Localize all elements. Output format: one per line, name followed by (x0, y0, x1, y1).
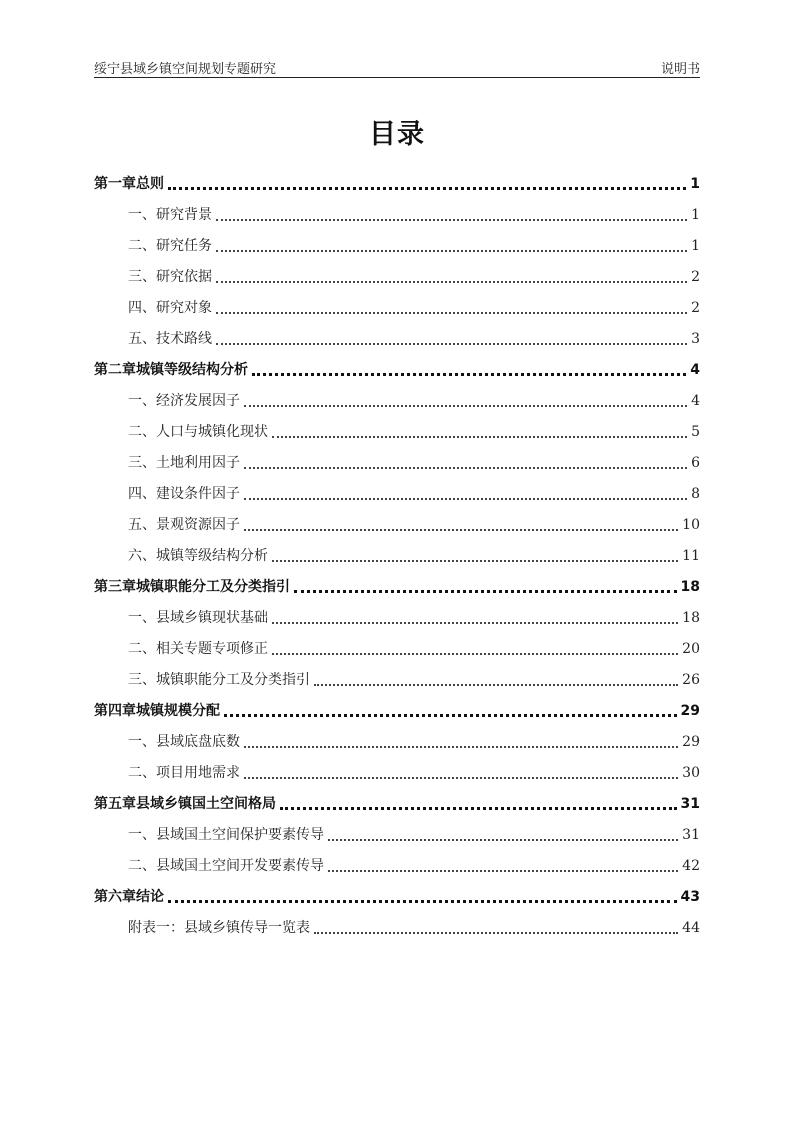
toc-chapter-entry[interactable] (94, 566, 700, 597)
toc-entry-label: 四、建设条件因子 (128, 486, 240, 502)
toc-dot-leader (272, 426, 687, 438)
toc-section-entry[interactable] (94, 194, 700, 225)
toc-section-entry[interactable] (94, 845, 700, 876)
toc-entry-label: 附表一：县域乡镇传导一览表 (128, 920, 310, 936)
toc-entry-label: 第五章县域乡镇国土空间格局 (94, 796, 276, 812)
toc-entry-label: 五、景观资源因子 (128, 517, 240, 533)
toc-entry-page-number: 8 (691, 486, 700, 502)
toc-entry-label: 五、技术路线 (128, 331, 212, 347)
toc-entry-label: 一、县域乡镇现状基础 (128, 610, 268, 626)
toc-dot-leader (244, 488, 687, 500)
header-document-title: 绥宁县域乡镇空间规划专题研究 (94, 62, 277, 77)
toc-dot-leader (168, 178, 686, 190)
toc-dot-leader (294, 581, 677, 593)
toc-section-entry[interactable] (94, 318, 700, 349)
toc-entry-label: 一、县域底盘底数 (128, 734, 240, 750)
toc-entry-label: 第四章城镇规模分配 (94, 703, 220, 719)
toc-entry-label: 二、项目用地需求 (128, 765, 240, 781)
toc-dot-leader (224, 705, 677, 717)
toc-entry-page-number: 6 (691, 455, 700, 471)
toc-section-entry[interactable] (94, 628, 700, 659)
toc-entry-page-number: 18 (682, 610, 700, 626)
toc-entry-label: 一、县域国土空间保护要素传导 (128, 827, 324, 843)
toc-entry-page-number: 18 (680, 579, 700, 595)
toc-section-entry[interactable] (94, 380, 700, 411)
toc-dot-leader (216, 333, 687, 345)
toc-entry-label: 第六章结论 (94, 889, 164, 905)
toc-entry-page-number: 3 (691, 331, 700, 347)
toc-entry-label: 三、研究依据 (128, 269, 212, 285)
toc-dot-leader (168, 891, 677, 903)
toc-section-entry[interactable] (94, 659, 700, 690)
page-header (94, 56, 700, 78)
table-of-contents (94, 163, 700, 938)
toc-section-entry[interactable] (94, 814, 700, 845)
toc-entry-label: 二、县域国土空间开发要素传导 (128, 858, 324, 874)
header-document-type: 说明书 (660, 62, 700, 77)
toc-entry-label: 三、城镇职能分工及分类指引 (128, 672, 310, 688)
toc-section-entry[interactable] (94, 907, 700, 938)
toc-dot-leader (272, 550, 678, 562)
toc-dot-leader (314, 922, 678, 934)
toc-section-entry[interactable] (94, 256, 700, 287)
toc-chapter-entry[interactable] (94, 783, 700, 814)
toc-section-entry[interactable] (94, 752, 700, 783)
toc-entry-label: 三、土地利用因子 (128, 455, 240, 471)
toc-entry-page-number: 29 (682, 734, 700, 750)
toc-entry-label: 一、经济发展因子 (128, 393, 240, 409)
toc-entry-label: 一、研究背景 (128, 207, 212, 223)
toc-title: 目录 (369, 119, 425, 150)
toc-entry-page-number: 4 (690, 362, 700, 378)
toc-entry-label: 四、研究对象 (128, 300, 212, 316)
toc-section-entry[interactable] (94, 411, 700, 442)
toc-entry-page-number: 5 (691, 424, 700, 440)
toc-chapter-entry[interactable] (94, 876, 700, 907)
toc-dot-leader (244, 736, 678, 748)
toc-dot-leader (328, 860, 678, 872)
toc-entry-page-number: 30 (682, 765, 700, 781)
toc-entry-label: 第一章总则 (94, 176, 164, 192)
toc-entry-page-number: 44 (682, 920, 700, 936)
toc-dot-leader (244, 767, 678, 779)
toc-entry-page-number: 10 (682, 517, 700, 533)
toc-dot-leader (216, 302, 687, 314)
toc-entry-page-number: 29 (680, 703, 700, 719)
toc-entry-page-number: 1 (690, 176, 700, 192)
toc-entry-label: 第三章城镇职能分工及分类指引 (94, 579, 290, 595)
toc-entry-label: 二、相关专题专项修正 (128, 641, 268, 657)
toc-chapter-entry[interactable] (94, 690, 700, 721)
toc-dot-leader (216, 240, 687, 252)
toc-entry-page-number: 43 (680, 889, 700, 905)
toc-entry-page-number: 11 (682, 548, 700, 564)
toc-entry-page-number: 26 (682, 672, 700, 688)
toc-dot-leader (216, 271, 687, 283)
toc-section-entry[interactable] (94, 721, 700, 752)
toc-section-entry[interactable] (94, 597, 700, 628)
toc-entry-page-number: 42 (682, 858, 700, 874)
toc-entry-page-number: 1 (691, 238, 700, 254)
toc-section-entry[interactable] (94, 287, 700, 318)
toc-section-entry[interactable] (94, 225, 700, 256)
toc-entry-page-number: 2 (691, 300, 700, 316)
toc-dot-leader (244, 457, 687, 469)
toc-dot-leader (244, 519, 678, 531)
toc-entry-label: 第二章城镇等级结构分析 (94, 362, 248, 378)
toc-entry-page-number: 4 (691, 393, 700, 409)
toc-dot-leader (272, 612, 678, 624)
toc-dot-leader (328, 829, 678, 841)
toc-dot-leader (216, 209, 687, 221)
toc-section-entry[interactable] (94, 535, 700, 566)
toc-entry-label: 二、研究任务 (128, 238, 212, 254)
toc-dot-leader (280, 798, 677, 810)
toc-dot-leader (272, 643, 678, 655)
toc-entry-page-number: 31 (680, 796, 700, 812)
toc-chapter-entry[interactable] (94, 349, 700, 380)
toc-entry-page-number: 20 (682, 641, 700, 657)
toc-entry-page-number: 1 (691, 207, 700, 223)
toc-chapter-entry[interactable] (94, 163, 700, 194)
toc-entry-page-number: 2 (691, 269, 700, 285)
toc-section-entry[interactable] (94, 442, 700, 473)
toc-dot-leader (244, 395, 687, 407)
toc-dot-leader (314, 674, 678, 686)
toc-entry-label: 六、城镇等级结构分析 (128, 548, 268, 564)
toc-entry-page-number: 31 (682, 827, 700, 843)
toc-dot-leader (252, 364, 686, 376)
toc-section-entry[interactable] (94, 473, 700, 504)
toc-entry-label: 二、人口与城镇化现状 (128, 424, 268, 440)
toc-section-entry[interactable] (94, 504, 700, 535)
